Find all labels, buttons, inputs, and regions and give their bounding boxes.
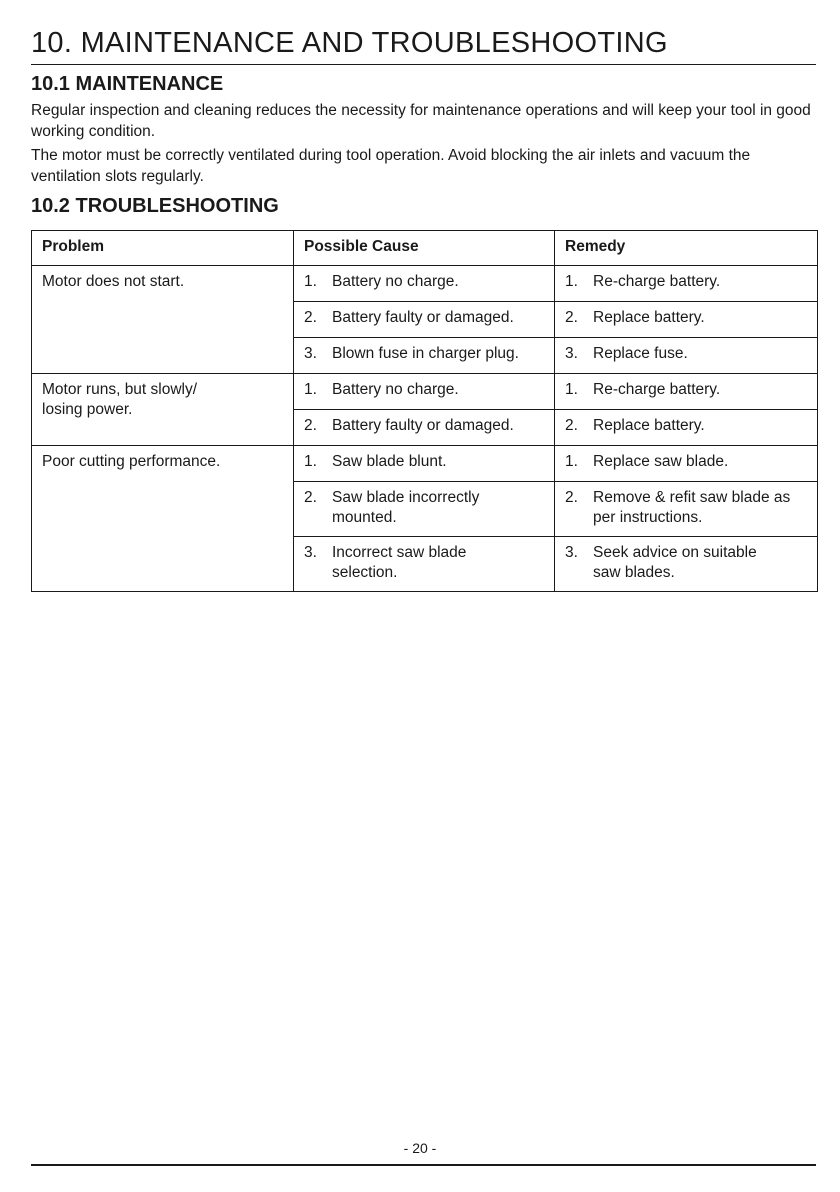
list-number: 1.: [565, 381, 578, 398]
table-row: [32, 446, 818, 482]
cause-text: Battery faulty or damaged.: [332, 417, 514, 434]
problem-cell: [32, 374, 294, 446]
problem-cell: Poor cutting performance.: [32, 446, 294, 592]
cause-text: Blown fuse in charger plug.: [332, 345, 519, 362]
maintenance-paragraph-2: The motor must be correctly ventilated during tool operation. Avoid blocking the air inlets and vacuum the ventilation slots regularly.: [31, 147, 751, 185]
cause-cell: [294, 537, 555, 592]
table-row: [32, 374, 818, 410]
list-number: 2.: [304, 309, 317, 326]
table-header-row: [32, 231, 818, 266]
maintenance-paragraph-1: Regular inspection and cleaning reduces the necessity for maintenance operations and will keep your tool in good working condition.: [31, 102, 811, 140]
list-number: 2.: [304, 417, 317, 434]
remedy-cell: [555, 338, 818, 374]
remedy-text: Replace battery.: [593, 309, 705, 326]
list-number: 3.: [304, 345, 317, 362]
remedy-cell: [555, 410, 818, 446]
cause-text: Battery no charge.: [332, 273, 459, 290]
remedy-cell: [555, 374, 818, 410]
list-number: 1.: [304, 453, 317, 470]
cause-cell: [294, 338, 555, 374]
cause-cell: [294, 266, 555, 302]
list-number: 1.: [565, 453, 578, 470]
cause-text: Saw blade incorrectly mounted.: [332, 489, 480, 526]
remedy-cell: [555, 482, 818, 537]
page-number: - 20 -: [403, 1140, 437, 1156]
remedy-cell: [555, 446, 818, 482]
list-number: 3.: [565, 544, 578, 561]
remedy-text: Replace saw blade.: [593, 453, 729, 470]
cause-text: Saw blade blunt.: [332, 453, 447, 470]
remedy-cell: [555, 537, 818, 592]
cause-cell: [294, 410, 555, 446]
list-number: 2.: [565, 489, 578, 506]
column-header-problem: Problem: [32, 231, 294, 266]
remedy-text: Re-charge battery.: [593, 273, 721, 290]
remedy-cell: [555, 266, 818, 302]
list-number: 2.: [565, 417, 578, 434]
list-number: 3.: [565, 345, 578, 362]
cause-cell: [294, 482, 555, 537]
column-header-possible-cause: Possible Cause: [294, 231, 555, 266]
problem-cell: Motor does not start.: [32, 266, 294, 374]
remedy-cell: [555, 302, 818, 338]
problem-text: Motor runs, but slowly/ losing power.: [42, 381, 198, 418]
cause-text: Battery no charge.: [332, 381, 459, 398]
cause-cell: [294, 446, 555, 482]
title-divider: [31, 64, 816, 65]
table-row: [32, 266, 818, 302]
cause-cell: [294, 302, 555, 338]
remedy-text: Seek advice on suitable saw blades.: [593, 544, 757, 581]
list-number: 1.: [304, 273, 317, 290]
remedy-text: Replace fuse.: [593, 345, 688, 362]
troubleshooting-table: [31, 230, 818, 592]
page-title: 10. MAINTENANCE AND TROUBLESHOOTING: [31, 27, 668, 59]
footer-divider: [31, 1164, 816, 1166]
maintenance-heading: 10.1 MAINTENANCE: [31, 73, 224, 95]
troubleshooting-heading: 10.2 TROUBLESHOOTING: [31, 195, 279, 217]
cause-text: Incorrect saw blade selection.: [332, 544, 467, 581]
list-number: 2.: [304, 489, 317, 506]
list-number: 1.: [565, 273, 578, 290]
cause-text: Battery faulty or damaged.: [332, 309, 514, 326]
remedy-text: Re-charge battery.: [593, 381, 721, 398]
list-number: 2.: [565, 309, 578, 326]
cause-cell: [294, 374, 555, 410]
remedy-text: Remove & refit saw blade as per instructions.: [593, 489, 791, 526]
list-number: 1.: [304, 381, 317, 398]
column-header-remedy: Remedy: [555, 231, 818, 266]
list-number: 3.: [304, 544, 317, 561]
remedy-text: Replace battery.: [593, 417, 705, 434]
